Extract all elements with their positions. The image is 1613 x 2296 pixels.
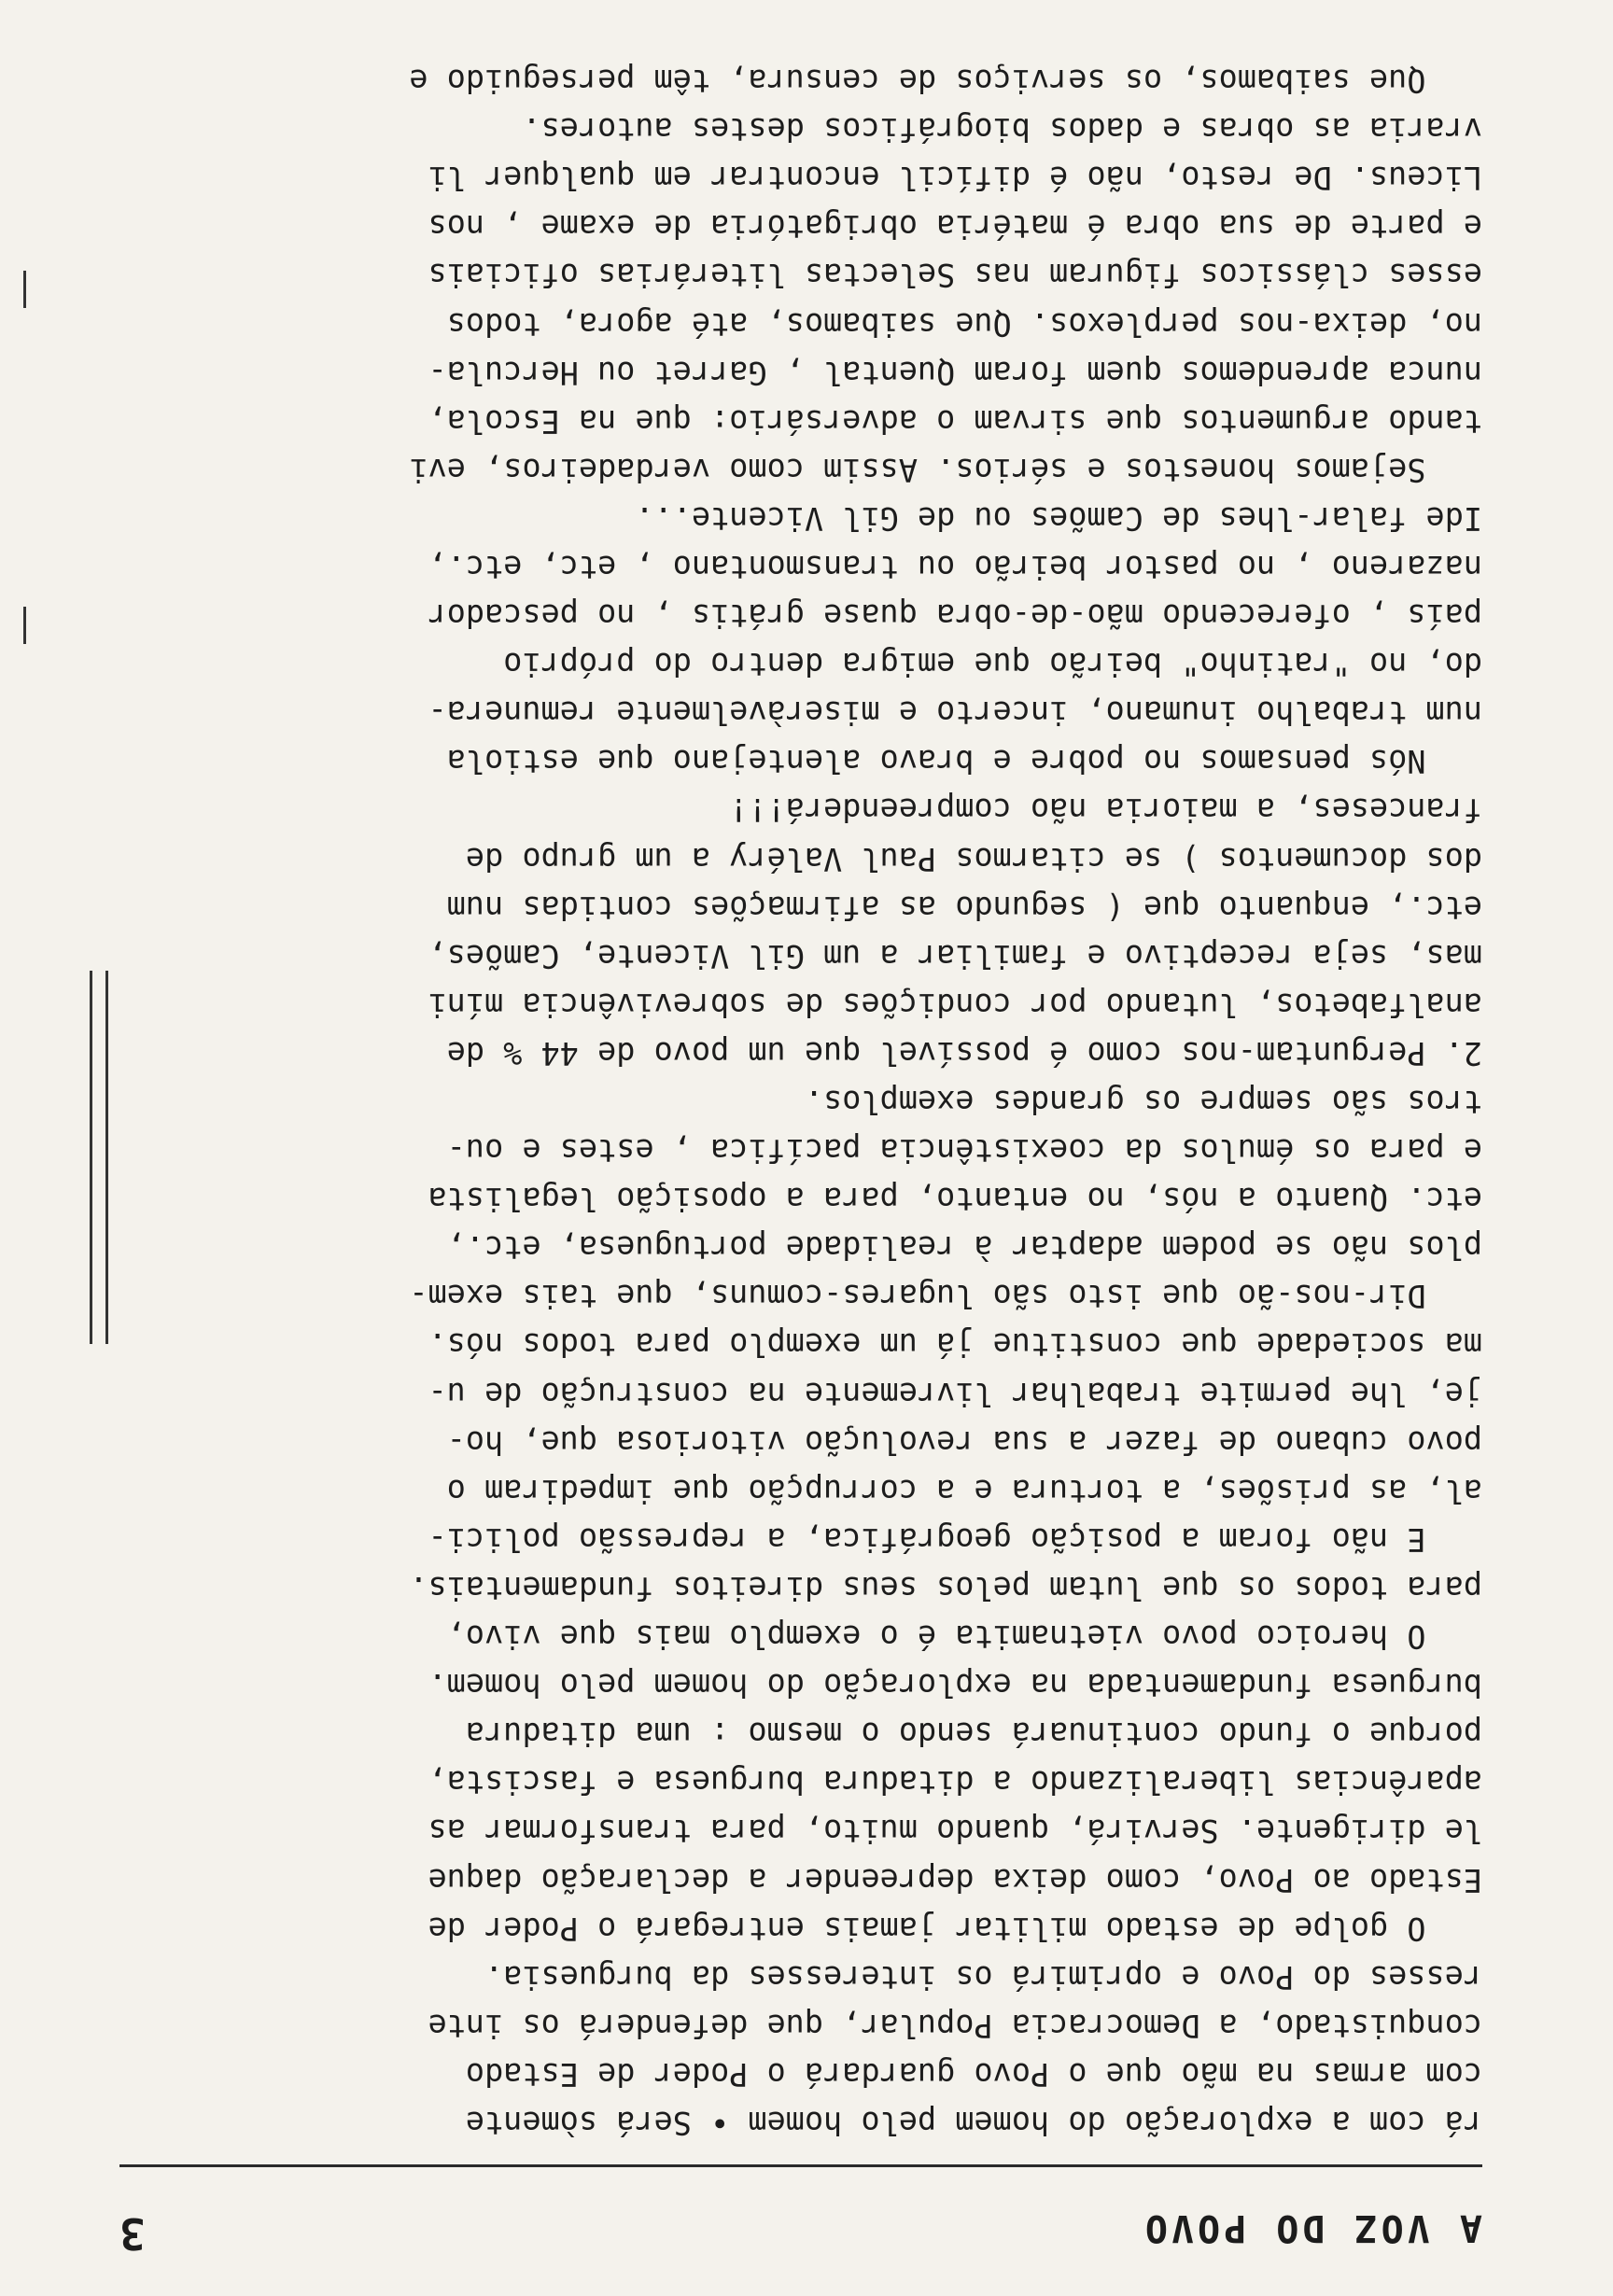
header-rule xyxy=(119,2164,1482,2167)
text-line: etc. Quanto a nós, no entanto, para a oposição legalista xyxy=(428,1181,1482,1218)
text-line: aparências liberalizando a ditadura burguesa e fascista, xyxy=(428,1764,1482,1801)
text-line: país , oferecendo mão-de-obra quase grátis , no pescador xyxy=(428,597,1482,635)
article-body xyxy=(119,56,1482,2147)
text-line: esses clássicos figuram nas Selectas literárias oficiais xyxy=(428,257,1482,294)
text-line: rá com a exploração do homem pelo homem • Será sòmente xyxy=(465,2105,1482,2141)
text-line: Liceus. De resto, não é difícil encontrar em qualquer li xyxy=(428,160,1482,197)
text-line: al, as prisões, a tortura e a corrupção que impediram o xyxy=(446,1472,1482,1509)
page-header xyxy=(119,2156,1482,2268)
page-number: 3 xyxy=(119,2208,146,2259)
text-line: ma sociedade que constitue já um exemplo para todos nós. xyxy=(428,1326,1482,1364)
text-line: E não foram a posição geográfica, a repressão polici- xyxy=(428,1520,1482,1558)
margin-mark xyxy=(23,271,26,308)
text-line: franceses, a maioria não compreenderá!!! xyxy=(729,791,1482,829)
text-line: O heroico povo vietnamita é o exemplo mais que vivo, xyxy=(446,1618,1482,1656)
text-line: conquistado, a Democracia Popular, que defenderá os inte xyxy=(428,2007,1482,2044)
text-line: Sejamos honestos e sérios. Assim como verdadeiros, evi xyxy=(409,451,1482,488)
text-line: porque o fundo continuará sendo o mesmo : uma ditadura xyxy=(465,1715,1482,1753)
text-line: Estado ao Povo, como deixa depreender a declaração daque xyxy=(428,1861,1482,1898)
text-line: resses do Povo e oprimirá os interesses da burguesia. xyxy=(484,1958,1482,1995)
text-line: burguesa fundamentada na exploração do homem pelo homem. xyxy=(428,1667,1482,1704)
text-line: nazareno , no pastor beirão ou transmontano , etc, etc., xyxy=(428,549,1482,585)
text-line: povo cubano de fazer a sua revolução vitoriosa que, ho- xyxy=(446,1423,1482,1461)
text-line: do, no "ratinho" beirão que emigra dentro do próprio xyxy=(503,646,1482,683)
newspaper-title: A VOZ DO POVO xyxy=(1141,2206,1482,2249)
text-line: Ide falar-lhes de Camões ou de Gil Vicente... xyxy=(635,499,1482,537)
text-line: etc., enquanto que ( segundo as afirmações contidas num xyxy=(446,889,1482,926)
text-line: le dirigente. Servirá, quando muito, para transformar as xyxy=(428,1813,1482,1850)
text-line: Que saibamos, os serviços de censura, têm perseguido e xyxy=(409,63,1482,100)
text-line: tros são sempre os grandes exemplos. xyxy=(804,1084,1482,1121)
margin-highlight-bar xyxy=(90,971,108,1344)
text-line: para todos os que lutam pelos seus direitos fundamentais. xyxy=(409,1569,1482,1606)
text-line: Dir-nos-ão que isto são lugares-comuns, que tais exem- xyxy=(409,1278,1482,1315)
text-line: je, lhe permite trabalhar livremente na construção de u- xyxy=(428,1375,1482,1412)
text-line: O golpe de estado militar jamais entregará o Poder de xyxy=(428,1910,1482,1947)
margin-mark xyxy=(23,607,26,644)
text-line: com armas na mão que o Povo guardará o Poder de Estado xyxy=(465,2055,1482,2093)
text-line: Nós pensamos no pobre e bravo alentejano que estiola xyxy=(446,743,1482,780)
text-line: e parte de sua obra é matéria obrigatória de exame , nos xyxy=(428,208,1482,245)
text-line: dos documentos ) se citarmos Paul Valéry a um grupo de xyxy=(465,840,1482,877)
text-line: plos não se podem adaptar à realidade portuguesa, etc., xyxy=(446,1229,1482,1267)
text-line: tando argumentos que sirvam o adversário: que na Escola, xyxy=(428,402,1482,440)
text-line: no, deixa-nos perplexos. Que saibamos, até agora, todos xyxy=(446,305,1482,343)
text-line: mas, seja receptivo e familiar a um Gil Vicente, Camões, xyxy=(428,937,1482,974)
text-line: num trabalho inumano, incerto e miseràvelmente remunera- xyxy=(428,694,1482,732)
text-line: nunca aprendemos quem foram Quental , Garret ou Hercula- xyxy=(428,354,1482,391)
text-line: vraria as obras e dados biográficos destes autores. xyxy=(522,111,1482,148)
text-line: analfabetos, lutando por condições de sobrevivência míni xyxy=(428,986,1482,1023)
text-line: 2. Perguntam-nos como é possível que um povo de 44 % de xyxy=(446,1034,1482,1071)
text-line: e para os émulos da coexistência pacífica , estes e ou- xyxy=(446,1132,1482,1169)
